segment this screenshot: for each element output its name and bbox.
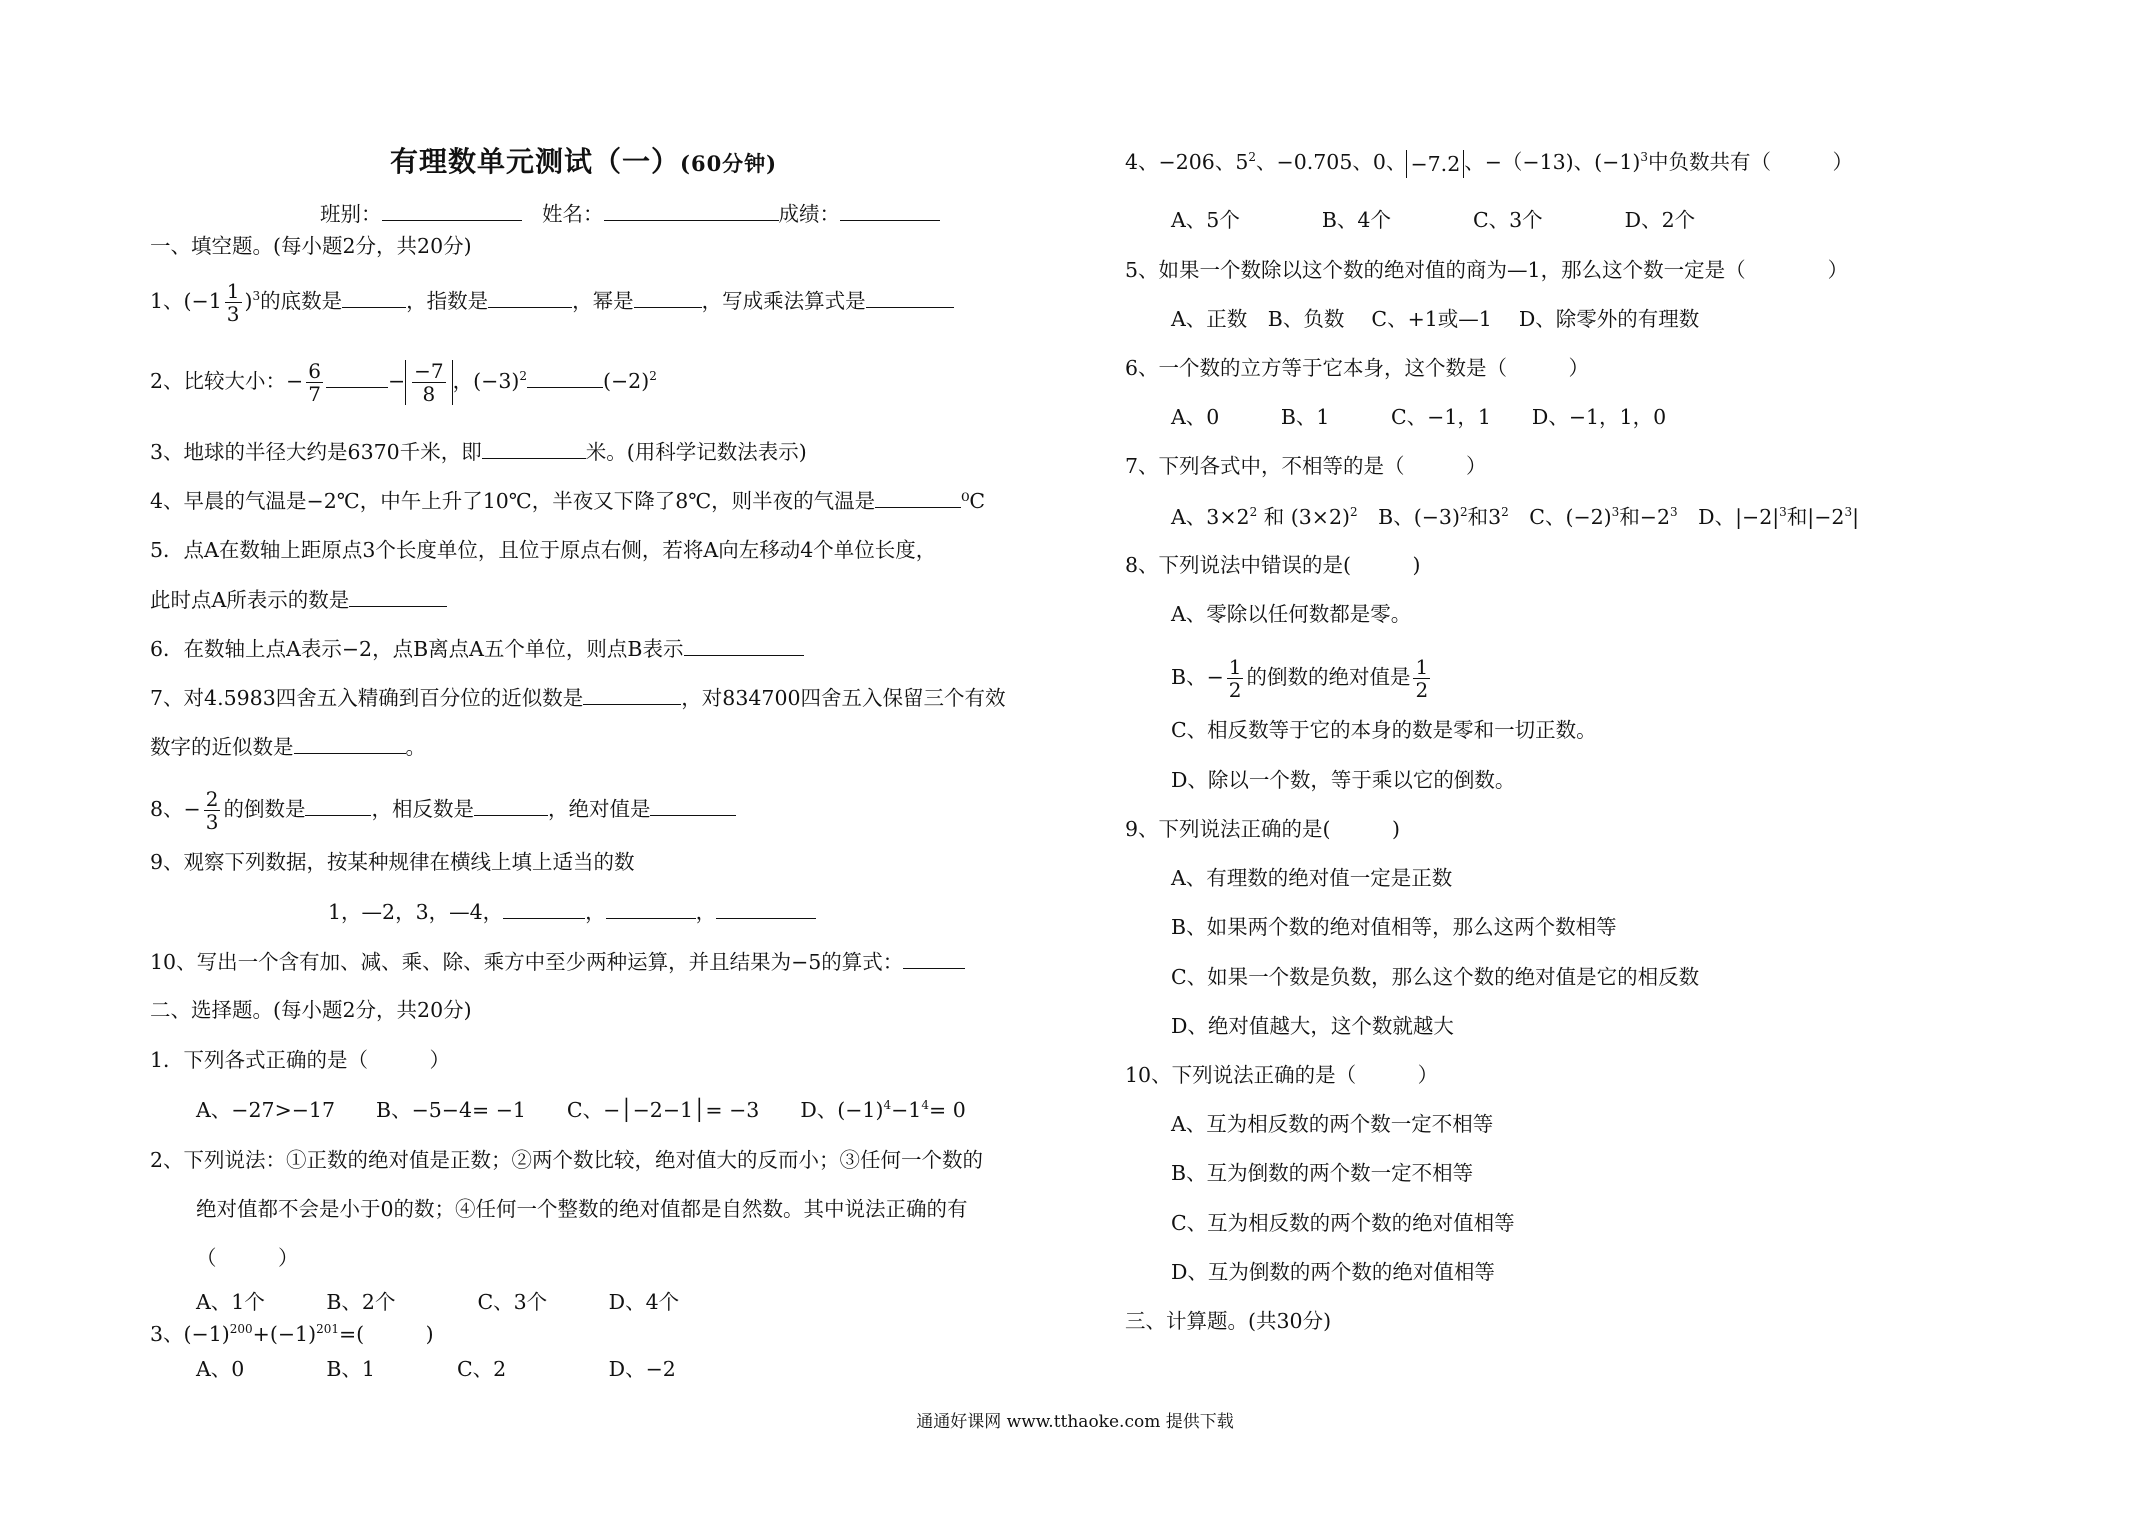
s2-question-2-line1: 2、下列说法：①正数的绝对值是正数；②两个数比较，绝对值大的反而小；③任何一个数的 [150, 1148, 984, 1172]
s2-question-9-option-b: B、如果两个数的绝对值相等，那么这两个数相等 [1171, 915, 1617, 939]
s2-question-4-options: A、5个 B、4个 C、3个 D、2个 [1171, 208, 1696, 232]
s1-question-9-sequence: 1，—2，3，—4， ， ， [328, 898, 816, 926]
s2-question-7: 7、下列各式中，不相等的是（ ） [1125, 454, 1487, 478]
answer-blank[interactable] [474, 797, 548, 816]
q1-fraction: $\frac{1}{3}$ [226, 279, 240, 326]
s1-question-6: 6．在数轴上点A表示−2，点B离点A五个单位，则点B表示 [150, 635, 804, 663]
s2-question-10: 10、下列说法正确的是（ ） [1125, 1063, 1439, 1087]
s2-question-6: 6、一个数的立方等于它本身，这个数是（ ） [1125, 356, 1590, 380]
s2-question-1: 1．下列各式正确的是（ ） [150, 1048, 451, 1072]
s1-question-10: 10、写出一个含有加、减、乘、除、乘方中至少两种运算，并且结果为−5的算式： [150, 948, 965, 976]
s1-question-8: 8、− $\frac{2}{3}$ 的倒数是 ，相反数是 ，绝对值是 [150, 788, 736, 833]
s2-question-7-options: A、$3\times 2^2$ 和 $(3\times 2)^2$ B、$(-3)^2$和$3^2$ C、$(-2)^3$和$-2^3$ D、$|-2|^3$和$|-2^3|$ [1171, 505, 1860, 529]
s2-question-9-option-c: C、如果一个数是负数，那么这个数的绝对值是它的相反数 [1171, 965, 1700, 989]
s2-question-3: 3、$(-1)^{200}+(-1)^{201}=$( ) [150, 1322, 434, 1346]
s2-question-8-option-d: D、除以一个数，等于乘以它的倒数。 [1171, 768, 1516, 792]
section3-heading: 三、计算题。(共30分) [1125, 1309, 1332, 1333]
page-title [390, 145, 778, 178]
student-info-row [320, 200, 940, 228]
q4-absolute-value: −7.2 [1406, 150, 1464, 178]
section1-heading: 一、填空题。(每小题2分，共20分) [150, 234, 472, 258]
name-label: 姓名： [542, 202, 604, 226]
q8-fraction: $\frac{2}{3}$ [205, 787, 219, 834]
name-field[interactable] [604, 202, 779, 221]
s1-question-5-line2: 此时点A所表示的数是 [150, 586, 447, 614]
s2-question-10-option-c: C、互为相反数的两个数的绝对值相等 [1171, 1211, 1515, 1235]
answer-blank[interactable] [326, 369, 388, 388]
answer-blank[interactable] [716, 900, 816, 919]
answer-blank[interactable] [583, 686, 681, 705]
q2-absolute-value: $\frac{-7}{8}$ [405, 360, 452, 405]
s2-question-10-option-a: A、互为相反数的两个数一定不相等 [1171, 1112, 1494, 1136]
score-field[interactable] [840, 202, 940, 221]
q8b-fraction-2: $\frac{1}{2}$ [1415, 655, 1429, 702]
title-text: 有理数单元测试（一） [390, 145, 681, 178]
s2-question-8: 8、下列说法中错误的是( ) [1125, 553, 1421, 577]
answer-blank[interactable] [349, 588, 447, 607]
s2-question-2-line3: （ ） [196, 1246, 299, 1270]
s1-question-2: 2、比较大小：− $\frac{6}{7}$ − $\frac{-7}{8}$ ，$(-3)^2$ $(-2)^2$ [150, 359, 657, 406]
s2-question-9: 9、下列说法正确的是( ) [1125, 817, 1401, 841]
q2-text: 2、比较大小：− [150, 369, 304, 393]
footer-credit: 通通好课网 www.tthaoke.com 提供下载 [916, 1412, 1234, 1432]
answer-blank[interactable] [482, 440, 586, 459]
q2-fraction-1: $\frac{6}{7}$ [308, 359, 321, 406]
q8b-fraction-1: $\frac{1}{2}$ [1228, 655, 1242, 702]
s2-question-9-option-a: A、有理数的绝对值一定是正数 [1171, 866, 1453, 890]
answer-blank[interactable] [903, 950, 965, 969]
s2-question-10-option-b: B、互为倒数的两个数一定不相等 [1171, 1161, 1474, 1185]
answer-blank[interactable] [650, 797, 736, 816]
s1-question-7-line1: 7、对4.5983四舍五入精确到百分位的近似数是 ，对834700四舍五入保留三个有效 [150, 686, 1006, 710]
s2-question-5-options: A、正数 B、负数 C、+1或—1 D、除零外的有理数 [1171, 307, 1700, 331]
answer-blank[interactable] [634, 289, 702, 308]
answer-blank[interactable] [503, 900, 585, 919]
s2-question-6-options: A、0 B、1 C、−1，1 D、−1，1，0 [1171, 405, 1667, 429]
s2-question-1-options: A、−27>−17 B、−5−4= −1 C、−│−2−1│= −3 D、$(-1)^4-1^4= 0$ [196, 1098, 966, 1122]
class-field[interactable] [382, 202, 522, 221]
s2-question-8-option-c: C、相反数等于它的本身的数是零和一切正数。 [1171, 718, 1597, 742]
s2-question-8-option-b: B、− $\frac{1}{2}$ 的倒数的绝对值是 $\frac{1}{2}$ [1171, 655, 1429, 702]
score-label: 成绩： [778, 202, 841, 226]
s1-question-3: 3、地球的半径大约是6370千米，即 米。(用科学记数法表示) [150, 440, 807, 464]
s2-question-9-option-d: D、绝对值越大，这个数就越大 [1171, 1014, 1454, 1038]
q1-text: 1、(−1 [150, 289, 222, 313]
s2-question-3-options: A、0 B、1 C、2 D、−2 [196, 1357, 676, 1381]
s2-question-8-option-a: A、零除以任何数都是零。 [1171, 602, 1412, 626]
s1-question-9: 9、观察下列数据，按某种规律在横线上填上适当的数 [150, 850, 635, 874]
s2-question-2-options: A、1个 B、2个 C、3个 D、4个 [196, 1290, 680, 1314]
section2-heading: 二、选择题。(每小题2分，共20分) [150, 998, 472, 1022]
answer-blank[interactable] [294, 735, 406, 754]
s2-question-5: 5、如果一个数除以这个数的绝对值的商为—1，那么这个数一定是（ ） [1125, 258, 1849, 282]
answer-blank[interactable] [875, 489, 961, 508]
s1-question-1: 1、(−1 $\frac{1}{3}$ )$^3$的底数是 ，指数是 ，幂是 ，写成乘法算式是 [150, 280, 954, 325]
class-label: 班别： [320, 202, 382, 226]
s2-question-4: 4、−206、$5^2$、−0.705、0、 −7.2 、−（−13)、$(-1)^3$中负数共有（ ） [1125, 150, 1854, 176]
duration-text: (60分钟) [680, 151, 778, 176]
answer-blank[interactable] [527, 369, 603, 388]
s2-question-2-line2: 绝对值都不会是小于0的数；④任何一个整数的绝对值都是自然数。其中说法正确的有 [196, 1197, 968, 1221]
s1-question-7-line2: 数字的近似数是 。 [150, 735, 426, 759]
answer-blank[interactable] [606, 900, 696, 919]
answer-blank[interactable] [488, 289, 572, 308]
answer-blank[interactable] [684, 637, 804, 656]
s2-question-10-option-d: D、互为倒数的两个数的绝对值相等 [1171, 1260, 1495, 1284]
answer-blank[interactable] [305, 797, 371, 816]
s1-question-5-line1: 5．点A在数轴上距原点3个长度单位，且位于原点右侧，若将A向左移动4个单位长度， [150, 538, 937, 562]
answer-blank[interactable] [866, 289, 954, 308]
s1-question-4: 4、早晨的气温是−2℃，中午上升了10℃，半夜又下降了8℃，则半夜的气温是 ⁰C [150, 489, 986, 513]
answer-blank[interactable] [342, 289, 406, 308]
